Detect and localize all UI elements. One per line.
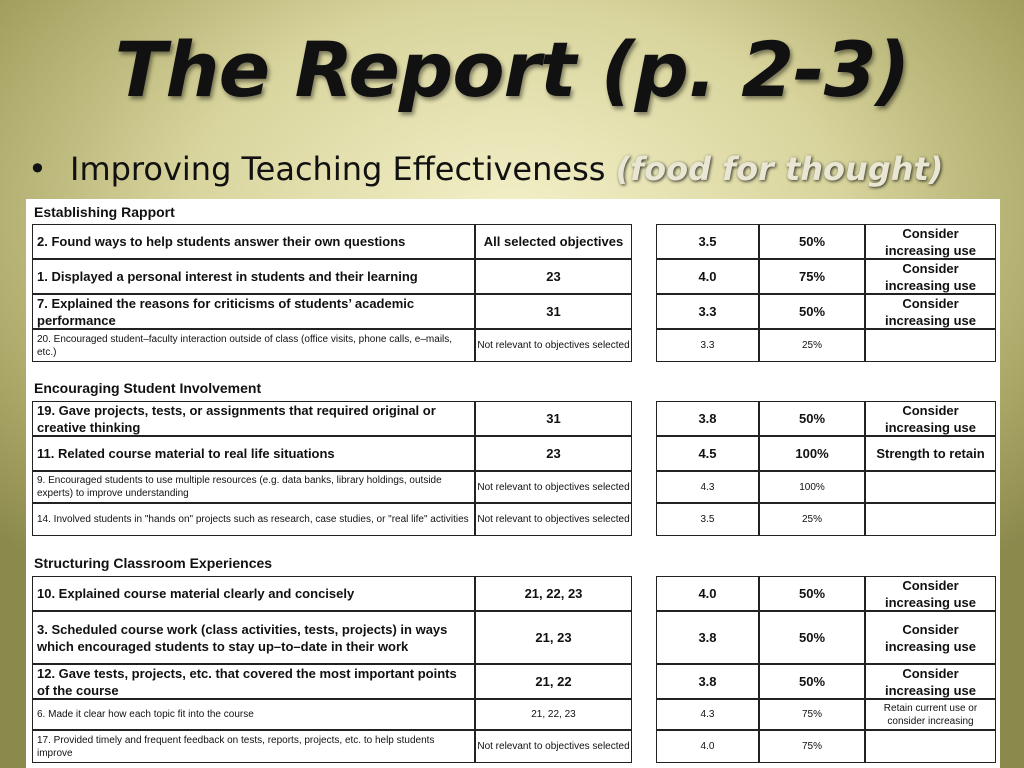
- percent-cell: 25%: [759, 329, 865, 362]
- table-row: [26, 730, 1000, 763]
- section-title: Establishing Rapport: [34, 204, 175, 220]
- item-description: 17. Provided timely and frequent feedback on tests, reports, projects, etc. to help students improve: [32, 730, 475, 763]
- section-title: Encouraging Student Involvement: [34, 380, 262, 396]
- recommendation-cell: Consider increasing use: [865, 664, 996, 699]
- score-cell: 4.0: [656, 730, 759, 763]
- item-description: 9. Encouraged students to use multiple resources (e.g. data banks, library holdings, outside experts) to improve understanding: [32, 471, 475, 503]
- score-cell: 3.5: [656, 503, 759, 536]
- recommendation-cell: [865, 503, 996, 536]
- item-description: 12. Gave tests, projects, etc. that covered the most important points of the course: [32, 664, 475, 699]
- recommendation-cell: Consider increasing use: [865, 224, 996, 259]
- score-cell: 3.8: [656, 664, 759, 699]
- percent-cell: 100%: [759, 471, 865, 503]
- percent-cell: 50%: [759, 401, 865, 436]
- objectives-cell: 31: [475, 294, 632, 329]
- item-description: 14. Involved students in "hands on" projects such as research, case studies, or "real life" activities: [32, 503, 475, 536]
- table-row: [26, 436, 1000, 471]
- slide-title: The Report (p. 2-3): [114, 25, 910, 114]
- objectives-cell: 21, 22, 23: [475, 699, 632, 730]
- item-description: 10. Explained course material clearly and concisely: [32, 576, 475, 611]
- table-row: [26, 294, 1000, 329]
- score-cell: 4.3: [656, 471, 759, 503]
- item-description: 3. Scheduled course work (class activities, tests, projects) in ways which encouraged students to stay up–to–date in their work: [32, 611, 475, 664]
- objectives-cell: All selected objectives: [475, 224, 632, 259]
- score-cell: 3.3: [656, 329, 759, 362]
- item-description: 1. Displayed a personal interest in students and their learning: [32, 259, 475, 294]
- table-row: [26, 329, 1000, 362]
- objectives-cell: Not relevant to objectives selected: [475, 503, 632, 536]
- objectives-cell: 23: [475, 259, 632, 294]
- percent-cell: 50%: [759, 294, 865, 329]
- table-row: [26, 471, 1000, 503]
- percent-cell: 75%: [759, 730, 865, 763]
- objectives-cell: 21, 22: [475, 664, 632, 699]
- score-cell: 3.3: [656, 294, 759, 329]
- percent-cell: 50%: [759, 576, 865, 611]
- score-cell: 4.0: [656, 576, 759, 611]
- objectives-cell: 23: [475, 436, 632, 471]
- score-cell: 3.8: [656, 611, 759, 664]
- objectives-cell: 21, 23: [475, 611, 632, 664]
- item-description: 20. Encouraged student–faculty interaction outside of class (office visits, phone calls, e–mails, etc.): [32, 329, 475, 362]
- item-description: 6. Made it clear how each topic fit into the course: [32, 699, 475, 730]
- table-row: [26, 664, 1000, 699]
- recommendation-cell: Consider increasing use: [865, 576, 996, 611]
- percent-cell: 75%: [759, 259, 865, 294]
- objectives-cell: 31: [475, 401, 632, 436]
- section-title: Structuring Classroom Experiences: [34, 555, 273, 571]
- table-row: [26, 259, 1000, 294]
- recommendation-cell: [865, 730, 996, 763]
- percent-cell: 50%: [759, 664, 865, 699]
- bullet-dot-icon: •: [28, 150, 47, 188]
- recommendation-cell: Consider increasing use: [865, 259, 996, 294]
- percent-cell: 50%: [759, 224, 865, 259]
- objectives-cell: Not relevant to objectives selected: [475, 329, 632, 362]
- bullet-emphasis: (food for thought): [615, 150, 944, 188]
- objectives-cell: 21, 22, 23: [475, 576, 632, 611]
- item-description: 2. Found ways to help students answer their own questions: [32, 224, 475, 259]
- report-table-image: [26, 199, 1000, 768]
- score-cell: 4.0: [656, 259, 759, 294]
- item-description: 11. Related course material to real life situations: [32, 436, 475, 471]
- bullet-point: [28, 146, 943, 192]
- recommendation-cell: Consider increasing use: [865, 401, 996, 436]
- score-cell: 4.5: [656, 436, 759, 471]
- percent-cell: 75%: [759, 699, 865, 730]
- recommendation-cell: [865, 471, 996, 503]
- table-row: [26, 503, 1000, 536]
- recommendation-cell: Retain current use or consider increasing: [865, 699, 996, 730]
- score-cell: 3.8: [656, 401, 759, 436]
- recommendation-cell: [865, 329, 996, 362]
- objectives-cell: Not relevant to objectives selected: [475, 730, 632, 763]
- recommendation-cell: Consider increasing use: [865, 294, 996, 329]
- recommendation-cell: Consider increasing use: [865, 611, 996, 664]
- table-row: [26, 611, 1000, 664]
- bullet-text: Improving Teaching Effectiveness: [70, 150, 616, 188]
- table-row: [26, 699, 1000, 730]
- table-row: [26, 401, 1000, 436]
- score-cell: 4.3: [656, 699, 759, 730]
- table-row: [26, 576, 1000, 611]
- score-cell: 3.5: [656, 224, 759, 259]
- item-description: 19. Gave projects, tests, or assignments that required original or creative thinking: [32, 401, 475, 436]
- percent-cell: 50%: [759, 611, 865, 664]
- item-description: 7. Explained the reasons for criticisms of students’ academic performance: [32, 294, 475, 329]
- objectives-cell: Not relevant to objectives selected: [475, 471, 632, 503]
- recommendation-cell: Strength to retain: [865, 436, 996, 471]
- percent-cell: 100%: [759, 436, 865, 471]
- percent-cell: 25%: [759, 503, 865, 536]
- table-row: [26, 224, 1000, 259]
